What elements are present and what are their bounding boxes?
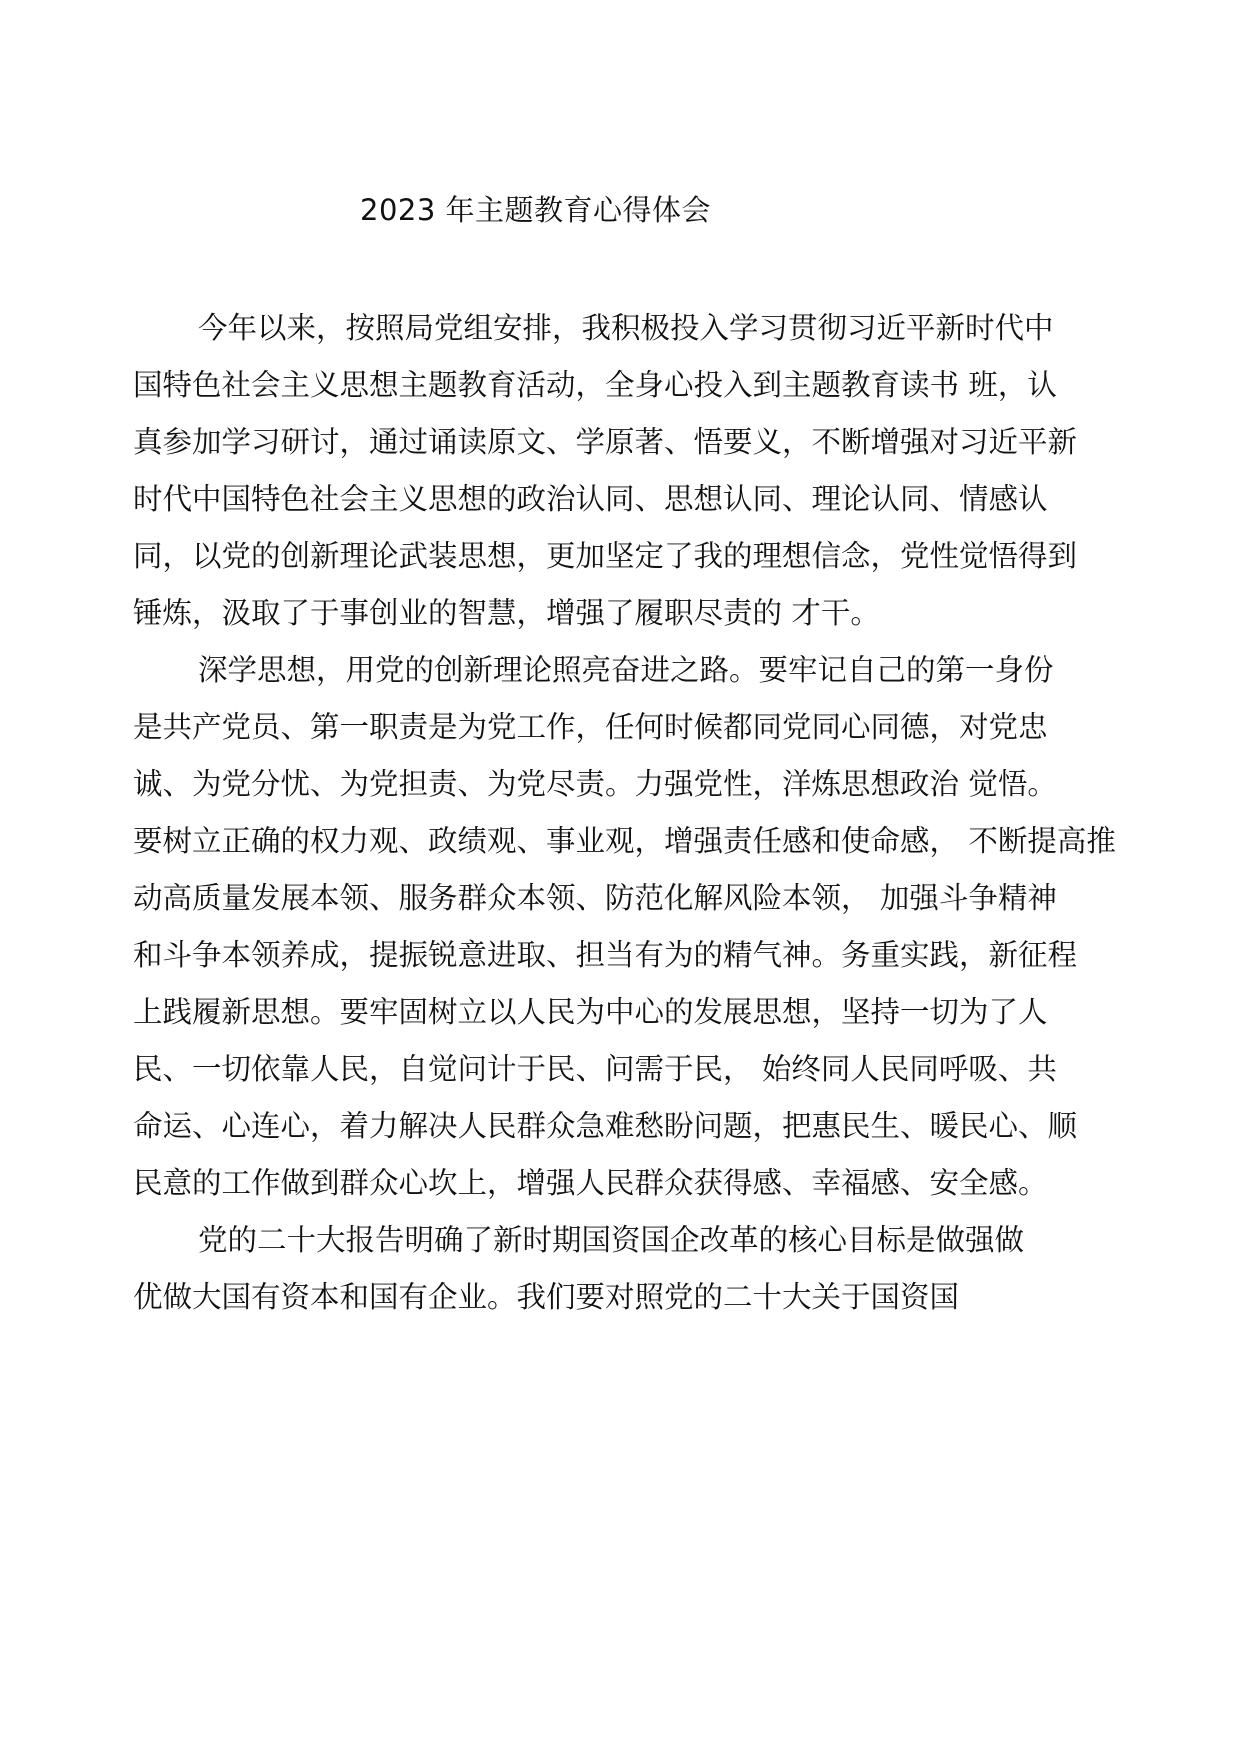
document-title: 2023 年主题教育心得体会 bbox=[360, 193, 712, 227]
text-line: 诚、为党分忧、为党担责、为党尽责。力强党性，洋炼思想政治 觉悟。 bbox=[133, 767, 1057, 801]
text-line: 真参加学习研讨，通过诵读原文、学原著、悟要义，不断增强对习近平新 bbox=[133, 425, 1078, 459]
text-line: 是共产党员、第一职责是为党工作，任何时候都同党同心同德，对党忠 bbox=[133, 710, 1048, 744]
paragraph-1 bbox=[133, 300, 1113, 642]
text-line: 今年以来，按照局党组安排，我积极投入学习贯彻习近平新时代中 bbox=[198, 311, 1054, 345]
text-line: 锤炼，汲取了于事创业的智慧，增强了履职尽责的 才干。 bbox=[133, 596, 880, 630]
text-line: 动高质量发展本领、服务群众本领、防范化解风险本领， 加强斗争精神 bbox=[133, 881, 1057, 915]
text-line: 党的二十大报告明确了新时期国资国企改革的核心目标是做强做 bbox=[198, 1223, 1025, 1257]
text-line: 和斗争本领养成，提振锐意进取、担当有为的精气神。务重实践，新征程 bbox=[133, 938, 1078, 972]
text-line: 民意的工作做到群众心坎上，增强人民群众获得感、幸福感、安全感。 bbox=[133, 1166, 1048, 1200]
text-line: 命运、心连心，着力解决人民群众急难愁盼问题，把惠民生、暖民心、顺 bbox=[133, 1109, 1078, 1143]
document-body bbox=[133, 300, 1116, 1326]
text-line: 优做大国有资本和国有企业。我们要对照党的二十大关于国资国 bbox=[133, 1280, 960, 1314]
text-line: 要树立正确的权力观、政绩观、事业观，增强责任感和使命感， 不断提高推 bbox=[133, 824, 1116, 858]
text-line: 国特色社会主义思想主题教育活动，全身心投入到主题教育读书 班，认 bbox=[133, 368, 1057, 402]
text-line: 深学思想，用党的创新理论照亮奋进之路。要牢记自己的第一身份 bbox=[198, 653, 1054, 687]
paragraph-2 bbox=[133, 642, 1116, 1212]
text-line: 时代中国特色社会主义思想的政治认同、思想认同、理论认同、情感认 bbox=[133, 482, 1048, 516]
text-line: 同，以党的创新理论武装思想，更加坚定了我的理想信念，党性觉悟得到 bbox=[133, 539, 1078, 573]
paragraph-3 bbox=[133, 1212, 1113, 1326]
text-line: 民、一切依靠人民，自觉问计于民、问需于民， 始终同人民同呼吸、共 bbox=[133, 1052, 1057, 1086]
text-line: 上践履新思想。要牢固树立以人民为中心的发展思想，坚持一切为了人 bbox=[133, 995, 1048, 1029]
